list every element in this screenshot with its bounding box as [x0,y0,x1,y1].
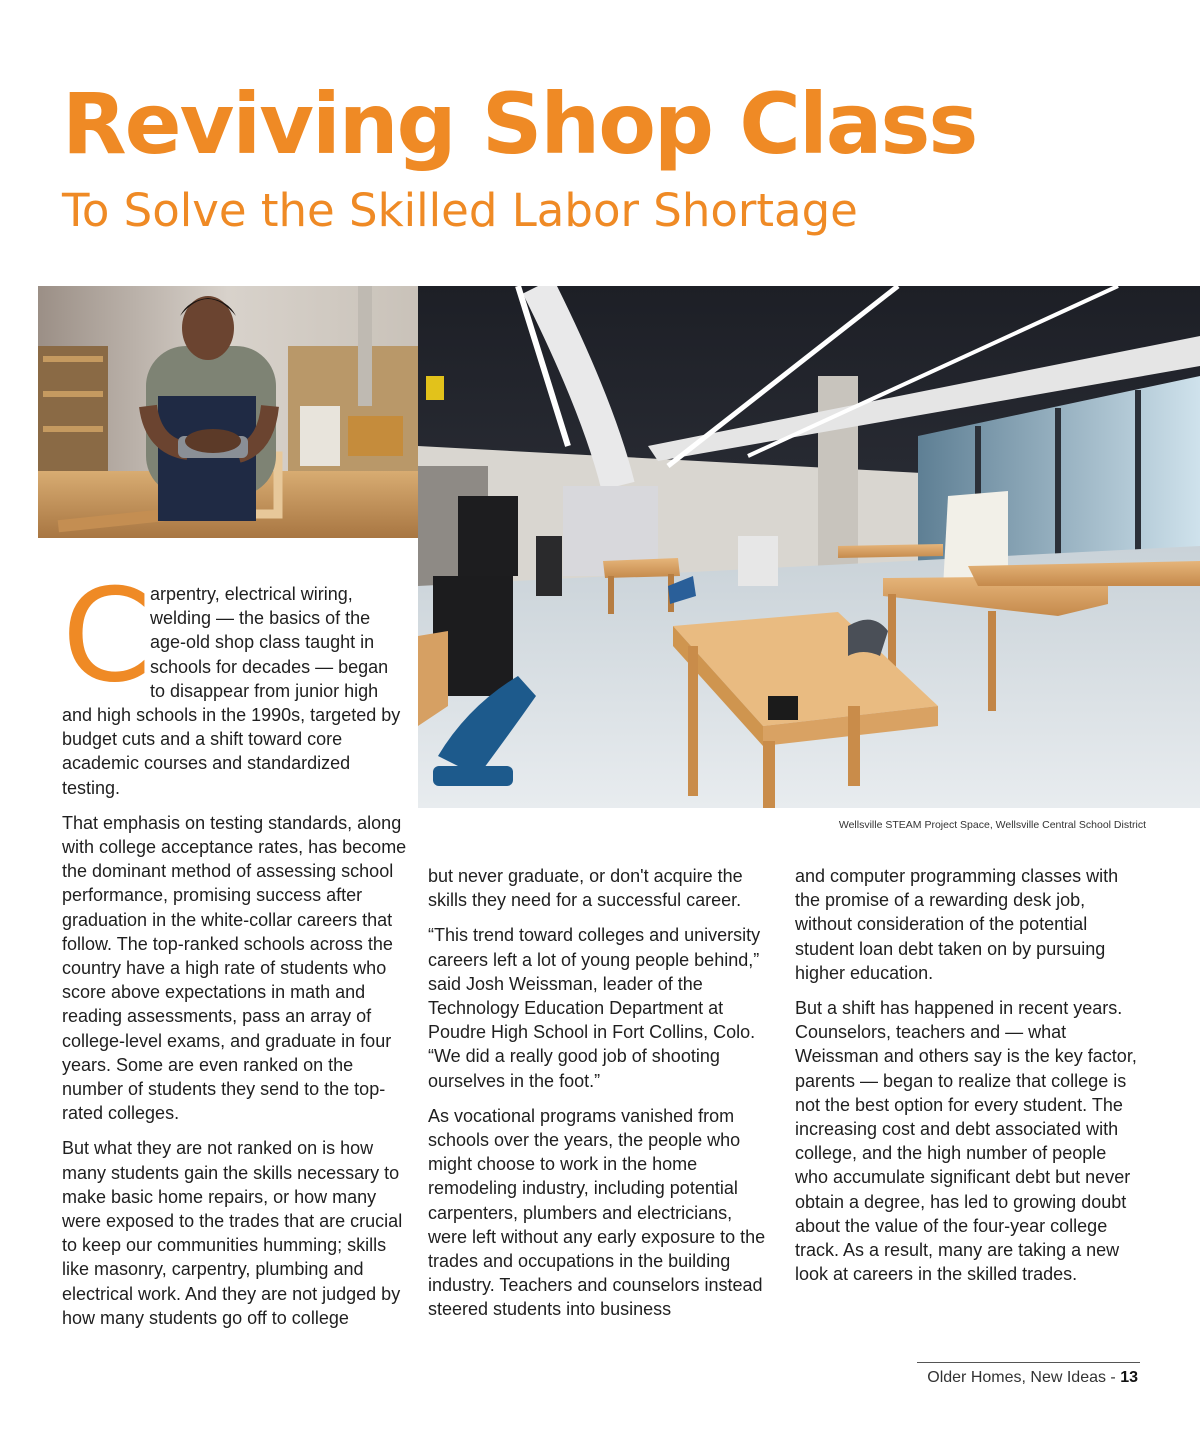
publication-name: Older Homes, New Ideas - [927,1369,1121,1386]
page-footer [927,1369,1138,1387]
article-paragraph: but never graduate, or don't acquire the skills they need for a successful career. [428,866,743,911]
article-paragraph: But a shift has happened in recent years. Counselors, teachers and — what Weissman and others say is the key factor, parents — began to realize that college is not the best option for every student. The increasing cost and debt associated with college, and the high number of people who accumulate significant debt but never obtain a degree, has led to growing doubt about the value of the four-year college track. As a result, many are taking a new look at careers in the skilled trades. [795,998,1137,1285]
article-column-1 [62,562,407,1341]
photo-caption: Wellsville STEAM Project Space, Wellsville Central School District [838,819,1146,831]
article-subtitle: To Solve the Skilled Labor Shortage [62,184,858,237]
article-paragraph: That emphasis on testing standards, along with college acceptance rates, has become the dominant method of assessing school performance, promising success after graduation in the white-collar careers that follow. The top-ranked schools across the country have a high rate of students who score above expectations in math and reading assessments, pass an array of college-level exams, and graduate in four years. Some are even ranked on the number of students they send to the top-rated colleges. [62,812,407,1124]
article-paragraph: and computer programming classes with the promise of a rewarding desk job, without consideration of the potential student loan debt taken on by pursuing higher education. [795,866,1119,983]
page-number: 13 [1120,1369,1138,1386]
article-paragraph: “This trend toward colleges and university careers left a lot of young people behind,” said Josh Weissman, leader of the Technology Education Department at Poudre High School in Fort Collins, Colo. “We did a really good job of shooting ourselves in the foot.” [428,925,761,1091]
woodworking-student-photo [38,286,418,538]
article-paragraph: As vocational programs vanished from schools over the years, the people who might choose to work in the home remodeling industry, including potential carpenters, plumbers and electricians, were left without any early exposure to the trades and occupations in the building industry. Teachers and counselors instead steered students into business [428,1105,766,1320]
paragraph-text: arpentry, electrical wiring, welding — the basics of the age-old shop class taught in schools for decades — began to disappear from junior high and high schools in the 1990s, targeted by budget cuts and a shift toward core academic courses and standardized testing. [62,584,401,798]
article-column-3 [795,864,1140,1297]
drop-cap: C [62,562,152,711]
article-paragraph [62,562,407,800]
article-column-2 [428,864,773,1333]
workshop-classroom-photo [418,286,1200,808]
article-paragraph: But what they are not ranked on is how many students gain the skills necessary to make basic home repairs, or how many were exposed to the trades that are crucial to keep our communities humming; skills like masonry, carpentry, plumbing and electrical work. And they are not judged by how many students go off to college [62,1138,403,1328]
article-title: Reviving Shop Class [62,75,977,173]
footer-divider [917,1362,1140,1363]
